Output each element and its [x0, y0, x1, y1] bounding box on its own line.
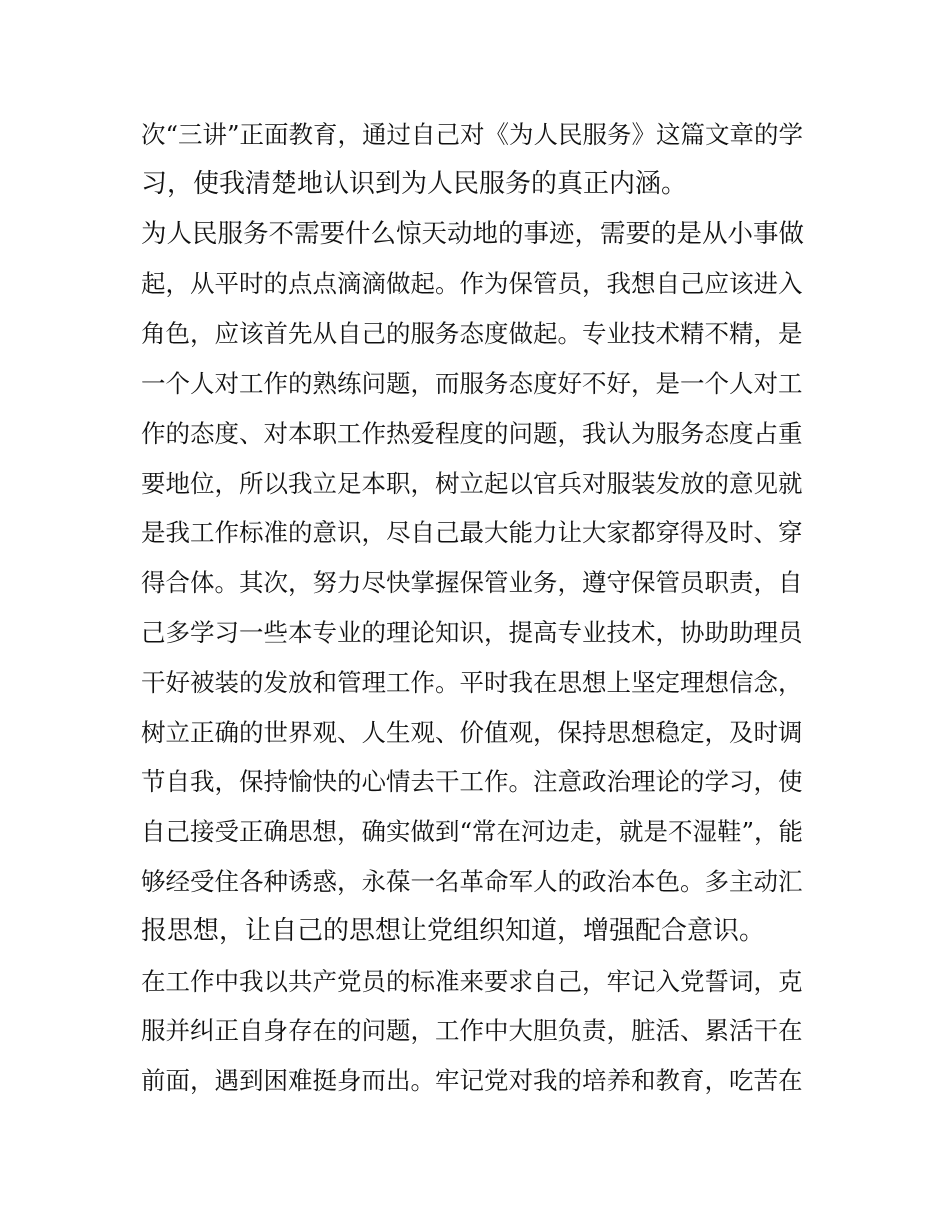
document-body — [141, 110, 813, 1106]
text-line: 次“三讲”正面教育，通过自己对《为人民服务》这篇文章的学 — [141, 120, 804, 149]
text-line: 习，使我清楚地认识到为人民服务的真正内涵。 — [141, 168, 688, 199]
text-line: 是我工作标准的意识，尽自己最大能力让大家都穿得及时、穿 — [141, 518, 803, 548]
text-line: 树立正确的世界观、人生观、价值观，保持思想稳定，及时调 — [141, 717, 803, 747]
paragraph-3 — [141, 957, 813, 1106]
text-line: 自己接受正确思想，确实做到“常在河边走，就是不湿鞋”，能 — [141, 817, 804, 847]
paragraph-2 — [141, 210, 813, 957]
text-line: 得合体。其次，努力尽快掌握保管业务，遵守保管员职责，自 — [141, 568, 803, 598]
text-line: 报思想，让自己的思想让党组织知道，增强配合意识。 — [141, 915, 766, 946]
text-line: 起，从平时的点点滴滴做起。作为保管员，我想自己应该进入 — [141, 269, 803, 299]
paragraph-1 — [141, 110, 813, 210]
text-line: 够经受住各种诱惑，永葆一名革命军人的政治本色。多主动汇 — [141, 866, 803, 896]
text-line: 角色，应该首先从自己的服务态度做起。专业技术精不精，是 — [141, 319, 803, 349]
text-line: 己多学习一些本专业的理论知识，提高专业技术，协助助理员 — [141, 617, 803, 647]
text-line: 节自我，保持愉快的心情去干工作。注意政治理论的学习，使 — [141, 767, 803, 797]
text-line: 在工作中我以共产党员的标准来要求自己，牢记入党誓词，克 — [141, 966, 803, 996]
text-line: 为人民服务不需要什么惊天动地的事迹，需要的是从小事做 — [141, 218, 805, 249]
text-line: 服并纠正自身存在的问题，工作中大胆负责，脏活、累活干在 — [141, 1016, 803, 1046]
text-line: 前面，遇到困难挺身而出。牢记党对我的培养和教育，吃苦在 — [141, 1066, 803, 1096]
text-line: 干好被装的发放和管理工作。平时我在思想上坚定理想信念， — [141, 667, 803, 697]
text-line: 要地位，所以我立足本职，树立起以官兵对服装发放的意见就 — [141, 468, 803, 498]
text-line: 作的态度、对本职工作热爱程度的问题，我认为服务态度占重 — [141, 418, 803, 448]
text-line: 一个人对工作的熟练问题，而服务态度好不好，是一个人对工 — [141, 368, 803, 398]
